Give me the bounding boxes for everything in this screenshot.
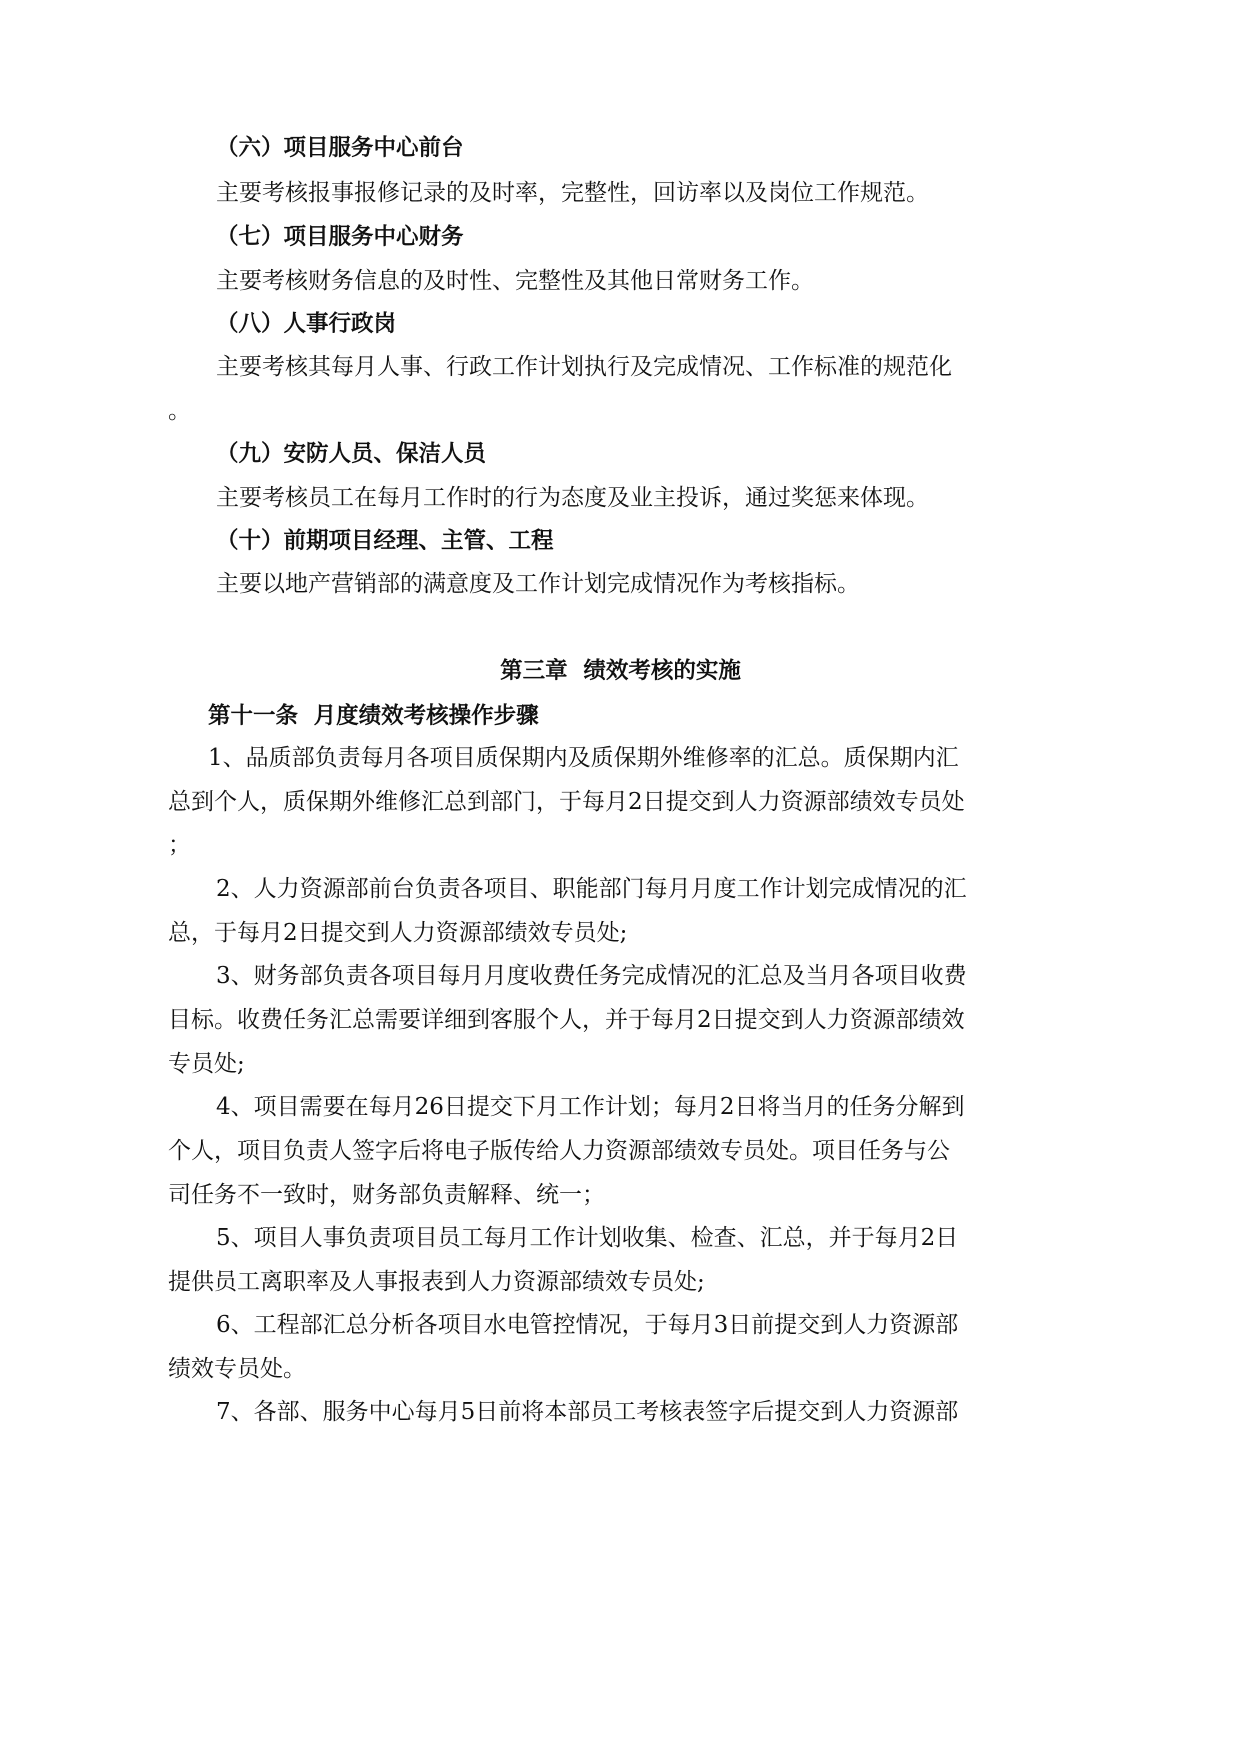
- section-body-10: 主要以地产营销部的满意度及工作计划完成情况作为考核指标。: [216, 571, 860, 597]
- step-2-line-2: 总，于每月2日提交到人力资源部绩效专员处;: [168, 920, 628, 946]
- step-2-line-1: 2、人力资源部前台负责各项目、职能部门每月月度工作计划完成情况的汇: [216, 876, 967, 902]
- step-3-line-3: 专员处;: [168, 1051, 245, 1077]
- section-heading-6: （六）项目服务中心前台: [216, 135, 464, 161]
- section-body-6: 主要考核报事报修记录的及时率，完整性，回访率以及岗位工作规范。: [216, 180, 929, 206]
- step-4-line-3: 司任务不一致时，财务部负责解释、统一；: [168, 1182, 605, 1208]
- article-title: 第十一条 月度绩效考核操作步骤: [208, 703, 539, 729]
- step-6-line-2: 绩效专员处。: [168, 1356, 306, 1382]
- step-5-line-1: 5、项目人事负责项目员工每月工作计划收集、检查、汇总，并于每月2日: [216, 1225, 959, 1251]
- chapter-title: 第三章 绩效考核的实施: [500, 658, 741, 684]
- step-7-line-1: 7、各部、服务中心每月5日前将本部员工考核表签字后提交到人力资源部: [216, 1399, 959, 1425]
- step-5-line-2: 提供员工离职率及人事报表到人力资源部绩效专员处;: [168, 1269, 705, 1295]
- step-4-line-2: 个人，项目负责人签字后将电子版传给人力资源部绩效专员处。项目任务与公: [168, 1138, 950, 1164]
- section-heading-8: （八）人事行政岗: [216, 311, 397, 337]
- section-body-7: 主要考核财务信息的及时性、完整性及其他日常财务工作。: [216, 268, 814, 294]
- section-body-8-line-2: 。: [168, 398, 191, 424]
- section-heading-7: （七）项目服务中心财务: [216, 224, 464, 250]
- section-heading-10: （十）前期项目经理、主管、工程: [216, 528, 554, 554]
- step-1-line-2: 总到个人，质保期外维修汇总到部门，于每月2日提交到人力资源部绩效专员处: [168, 789, 965, 815]
- step-1-line-3: ；: [168, 832, 191, 858]
- section-body-8-line-1: 主要考核其每月人事、行政工作计划执行及完成情况、工作标准的规范化: [216, 354, 952, 380]
- step-3-line-2: 目标。收费任务汇总需要详细到客服个人，并于每月2日提交到人力资源部绩效: [168, 1007, 965, 1033]
- step-6-line-1: 6、工程部汇总分析各项目水电管控情况，于每月3日前提交到人力资源部: [216, 1312, 959, 1338]
- section-heading-9: （九）安防人员、保洁人员: [216, 441, 487, 467]
- step-4-line-1: 4、项目需要在每月26日提交下月工作计划；每月2日将当月的任务分解到: [216, 1094, 965, 1120]
- step-1-line-1: 1、品质部负责每月各项目质保期内及质保期外维修率的汇总。质保期内汇: [208, 745, 959, 771]
- step-3-line-1: 3、财务部负责各项目每月月度收费任务完成情况的汇总及当月各项目收费: [216, 963, 967, 989]
- section-body-9: 主要考核员工在每月工作时的行为态度及业主投诉，通过奖惩来体现。: [216, 485, 929, 511]
